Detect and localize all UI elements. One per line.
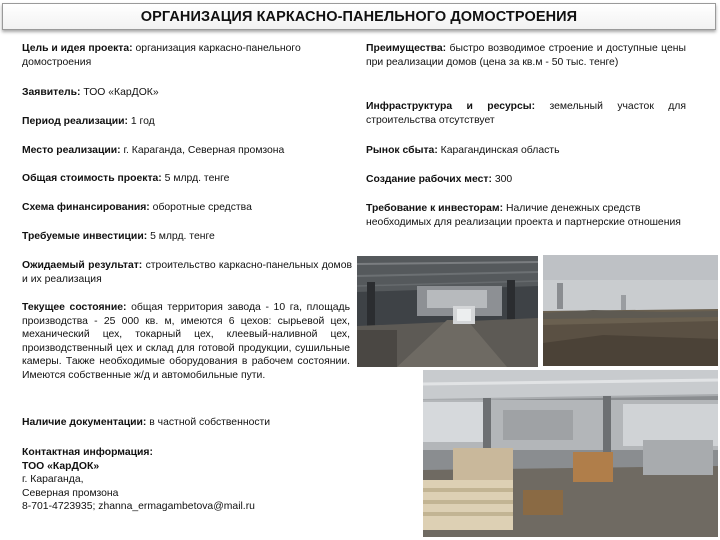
result-block: [22, 259, 352, 286]
cost-text: 5 млрд. тенге: [164, 173, 230, 184]
advantages-label: Преимущества:: [366, 43, 447, 54]
investment-label: Требуемые инвестиции:: [22, 231, 148, 242]
goal-text: организация каркасно-панельного домостроения: [22, 43, 301, 68]
jobs-text: 300: [494, 174, 513, 185]
status-block: [22, 301, 350, 382]
jobs-block: [366, 173, 686, 187]
market-block: [366, 144, 686, 158]
financing-label: Схема финансирования:: [22, 202, 150, 213]
period-block: [22, 115, 352, 129]
contacts-city: г. Караганда,: [22, 474, 84, 485]
financing-block: [22, 201, 352, 215]
financing-text: оборотные средства: [152, 202, 252, 213]
infrastructure-label: Инфраструктура и ресурсы:: [366, 101, 536, 112]
cost-block: [22, 172, 352, 186]
location-text: г. Караганда, Северная промзона: [123, 145, 285, 156]
period-label: Период реализации:: [22, 116, 128, 127]
goal-label: Цель и идея проекта:: [22, 43, 133, 54]
infrastructure-block: [366, 100, 686, 127]
page-title: ОРГАНИЗАЦИЯ КАРКАСНО-ПАНЕЛЬНОГО ДОМОСТРОЕНИЯ: [140, 8, 578, 25]
title-banner: [2, 3, 716, 30]
goal-block: [22, 42, 352, 69]
documents-text: в частной собственности: [149, 417, 271, 428]
status-text: общая территория завода - 10 га, площадь производства - 25 000 кв. м, имеются 6 цехов: сырьевой цех, механический цех, токарный цех, клеевый-наливной цех, производственный цех и склад для готовой продукции, сушильные камеры. Также необходимые оборудования в рабочем состоянии. Имеются собственные ж/д и автомобильные пути.: [22, 302, 350, 381]
contacts-zone: Северная промзона: [22, 487, 119, 499]
photo-factory-interior: [357, 256, 538, 367]
result-label: Ожидаемый результат:: [22, 260, 143, 271]
advantages-block: [366, 42, 686, 69]
investment-text: 5 млрд. тенге: [150, 231, 215, 242]
requirement-block: [366, 202, 688, 229]
documents-label: Наличие документации:: [22, 417, 147, 428]
contacts-label: Контактная информация:: [22, 447, 153, 458]
documents-block: [22, 416, 352, 430]
applicant-block: [22, 86, 352, 100]
contacts-block: [22, 446, 352, 514]
contacts-company: ТОО «КарДОК»: [22, 460, 100, 472]
photo-workshop-hall: [423, 370, 718, 537]
period-text: 1 год: [130, 116, 155, 127]
applicant-text: ТОО «КарДОК»: [83, 87, 159, 98]
infrastructure-text: земельный участок для строительства отсутствует: [366, 101, 686, 126]
requirement-text: Наличие денежных средств необходимых для реализации проекта и партнерские отношения: [366, 203, 681, 228]
cost-label: Общая стоимость проекта:: [22, 173, 162, 184]
location-block: [22, 144, 352, 158]
photo-outdoor-site: [543, 255, 718, 366]
applicant-label: Заявитель:: [22, 87, 81, 98]
location-label: Место реализации:: [22, 145, 121, 156]
advantages-text: быстро возводимое строение и доступные цены при реализации домов (цена за кв.м - 50 тыс. тенге): [366, 43, 686, 68]
jobs-label: Создание рабочих мест:: [366, 174, 492, 185]
result-text: строительство каркасно-панельных домов и их реализация: [22, 260, 353, 285]
requirement-label: Требование к инвесторам:: [366, 203, 504, 214]
status-label: Текущее состояние:: [22, 302, 127, 313]
market-label: Рынок сбыта:: [366, 145, 438, 156]
contacts-phone-email[interactable]: 8-701-4723935; zhanna_ermagambetova@mail.ru: [22, 501, 255, 512]
investment-block: [22, 230, 352, 244]
market-text: Карагандинская область: [440, 145, 560, 156]
